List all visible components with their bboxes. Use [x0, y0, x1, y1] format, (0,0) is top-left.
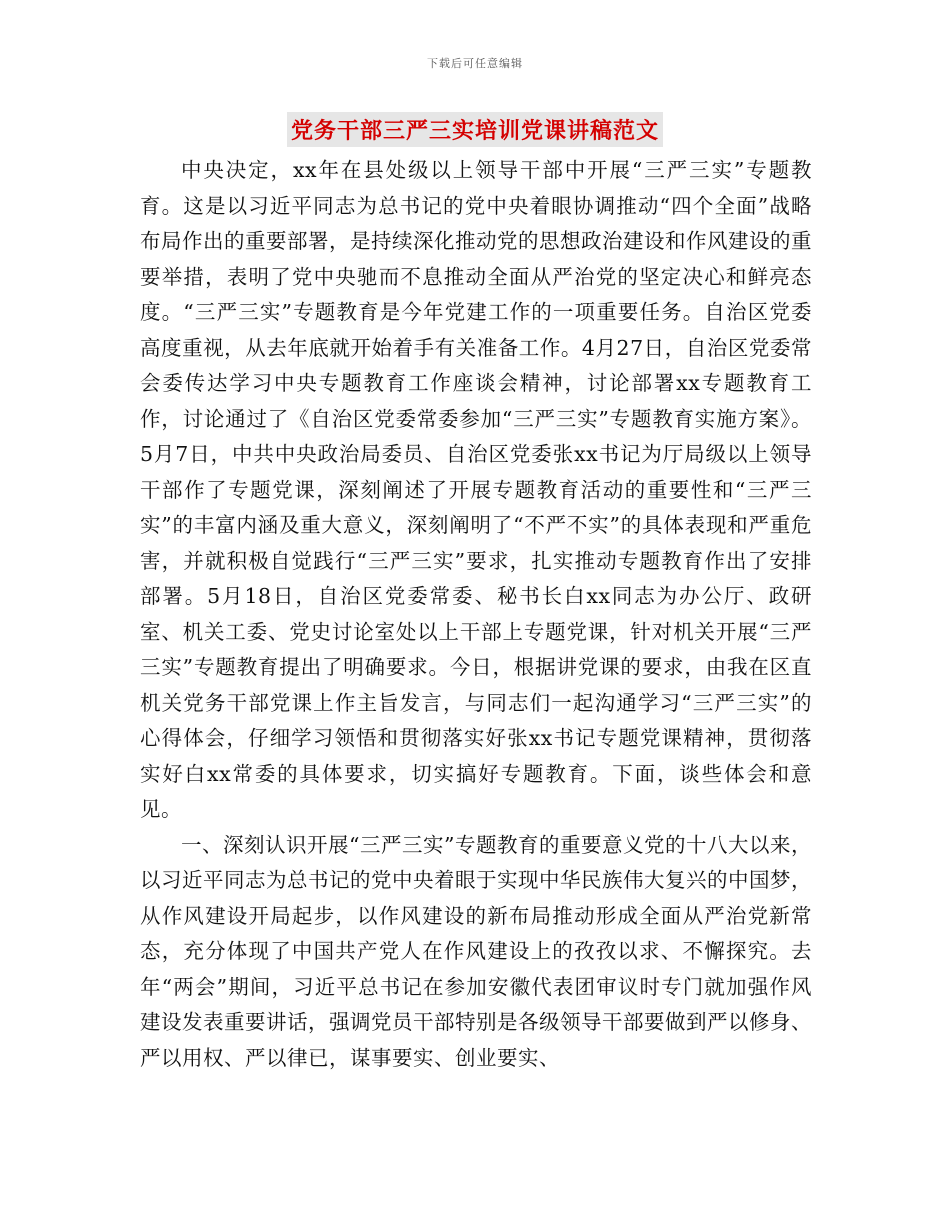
document-title: 党务干部三严三实培训党课讲稿范文 — [287, 112, 663, 147]
paragraph-section-one: 一、深刻认识开展“三严三实”专题教育的重要意义党的十八大以来，以习近平同志为总书记的党中央着眼于实现中华民族伟大复兴的中国梦，从作风建设开局起步，以作风建设的新布局推动形成全面从严治党新常态，充分体现了中国共产党人在作风建设上的孜孜以求、不懈探究。去年“两会”期间，习近平总书记在参加安徽代表团审议时专门就加强作风建设发表重要讲话，强调党员干部特别是各级领导干部要做到严以修身、严以用权、严以律已，谋事要实、创业要实、 — [140, 832, 812, 1070]
document-body — [140, 153, 812, 1076]
paragraph-intro: 中央决定，xx年在县处级以上领导干部中开展“三严三实”专题教育。这是以习近平同志为总书记的党中央着眼协调推动“四个全面”战略布局作出的重要部署，是持续深化推动党的思想政治建设和作风建设的重要举措，表明了党中央驰而不息推动全面从严治党的坚定决心和鲜亮态度。“三严三实”专题教育是今年党建工作的一项重要任务。自治区党委高度重视，从去年底就开始着手有关准备工作。4月27日，自治区党委常会委传达学习中央专题教育工作座谈会精神，讨论部署xx专题教育工作，讨论通过了《自治区党委常委参加“三严三实”专题教育实施方案》。5月7日，中共中央政治局委员、自治区党委张xx书记为厅局级以上领导干部作了专题党课，深刻阐述了开展专题教育活动的重要性和“三严三实”的丰富内涵及重大意义，深刻阐明了“不严不实”的具体表现和严重危害，并就积极自觉践行“三严三实”要求，扎实推动专题教育作出了安排部署。5月18日，自治区党委常委、秘书长白xx同志为办公厅、政研室、机关工委、党史讨论室处以上干部上专题党课，针对机关开展“三严三实”专题教育提出了明确要求。今日，根据讲党课的要求，由我在区直机关党务干部党课上作主旨发言，与同志们一起沟通学习“三严三实”的心得体会，仔细学习领悟和贯彻落实好张xx书记专题党课精神，贯彻落实好白xx常委的具体要求，切实搞好专题教育。下面，谈些体会和意见。 — [140, 158, 812, 821]
title-container — [0, 112, 950, 147]
header-note: 下载后可任意编辑 — [427, 57, 523, 70]
